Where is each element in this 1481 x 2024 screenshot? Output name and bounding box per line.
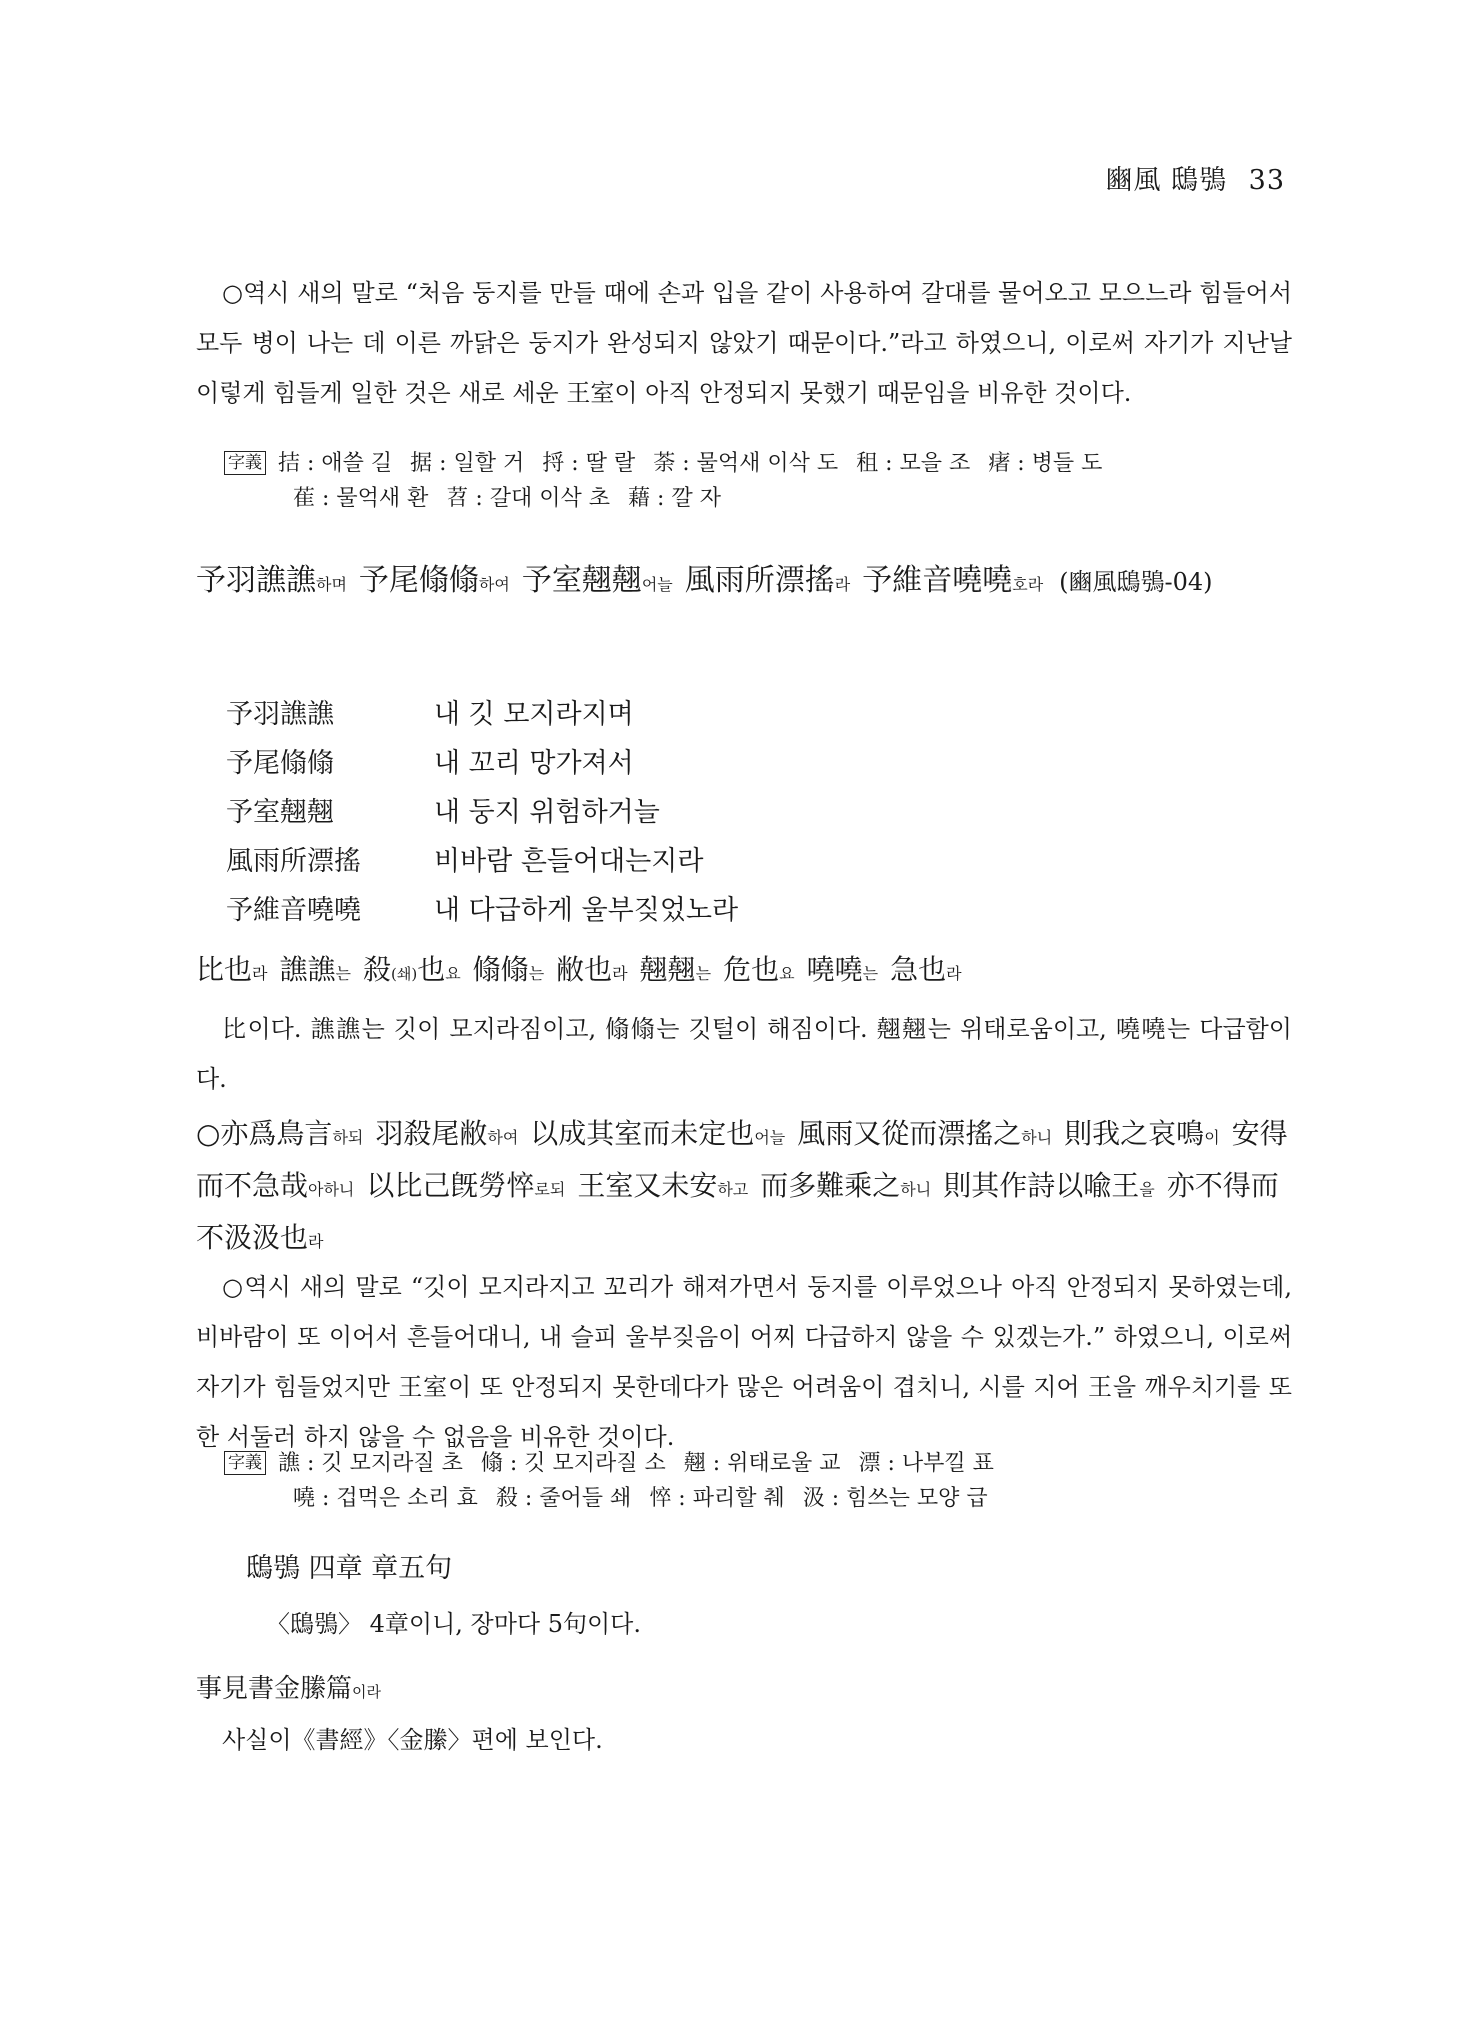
verse-segment: 予室翹翹 [521,563,642,598]
annotation-text: 翹翹 [639,953,696,986]
glossary-line-1 [224,1446,1294,1481]
annotation-text: 殺 [362,953,391,986]
glossary-entry: 嘵 : 겁먹은 소리 효 [293,1486,478,1511]
annotation-suffix: 하고 [717,1180,749,1199]
glossary-entry: 翛 : 깃 모지라질 소 [480,1451,666,1476]
translation-korean: 내 깃 모지라지며 [434,699,634,730]
annotation-suffix: 하여 [487,1128,519,1147]
annotation-suffix: 는 [862,964,879,983]
verse-segment: 予羽譙譙 [196,563,316,598]
glossary-tag: 字義 [224,1451,266,1475]
annotation-text: 嘵嘵 [806,953,863,986]
annotation-suffix: 하니 [1021,1128,1053,1147]
chapter-summary: 鴟鴞 四章 章五句 [246,1553,453,1584]
annotation-text: 亦不得而不汲汲也 [196,1169,1279,1254]
glossary-entry: 萑 : 물억새 환 [293,486,429,511]
translation-table [226,690,738,935]
translation-original: 予羽譙譙 [226,699,334,730]
annotation-suffix: 요 [445,964,461,983]
glossary-entry: 瘏 : 병들 도 [988,451,1103,476]
verse-suffix: 하며 [316,575,347,594]
annotation-text: 安得而不急哉 [196,1117,1288,1202]
annotation-2-translation: ○역시 새의 말로 “깃이 모지라지고 꼬리가 해져가면서 둥지를 이루었으나 아직 안정되지 못하였는데, 비바람이 또 이어서 흔들어대니, 내 슬피 울부짖음이 어찌 다급하지 않을 수 있겠는가.” 하였으니, 이로써 자기가 힘들었지만 王室이 또 안정되지 못한데다가 많은 어려움이 겹치니, 시를 지어 王을 깨우치기를 또한 서둘러 하지 않을 수 없음을 비유한 것이다. [196,1273,1292,1451]
glossary-line-1 [224,446,1294,481]
glossary-block-1 [224,446,1294,516]
translation-row [226,886,738,935]
glossary-entry: 苕 : 갈대 이삭 초 [446,486,611,511]
glossary-entry: 汲 : 힘쓰는 모양 급 [802,1486,988,1511]
annotation-2-original [196,1110,1292,1266]
glossary-entry: 悴 : 파리할 췌 [649,1486,785,1511]
glossary-entry: 荼 : 물억새 이삭 도 [653,451,839,476]
glossary-tag: 字義 [224,451,266,475]
chapter-summary-translation: 〈鴟鴞〉 4章이니, 장마다 5句이다. [266,1610,641,1638]
annotation-suffix: 라 [308,1232,324,1251]
annotation-text: 急也 [890,953,947,986]
annotation-text: 敝也 [556,953,613,986]
verse-segment: 予維音嘵嘵 [862,563,1013,598]
annotation-1-original [196,946,1292,998]
verse-suffix: 하여 [478,575,510,594]
annotation-suffix: 라 [252,964,268,983]
translation-original: 予室翹翹 [226,797,334,828]
annotation-suffix: 요 [779,964,795,983]
translation-original: 予維音嘵嘵 [226,895,361,926]
translation-row [226,739,738,788]
annotation-suffix: 는 [528,964,545,983]
annotation-suffix: 하되 [332,1128,364,1147]
annotation-1-translation: 比이다. 譙譙는 깃이 모지라짐이고, 翛翛는 깃털이 해짐이다. 翹翹는 위태로움이고, 嘵嘵는 다급함이다. [196,1015,1292,1093]
translation-row [226,690,738,739]
annotation-reading: (쇄) [390,965,418,983]
annotation-text: 翛翛 [472,953,529,986]
translation-korean: 비바람 흔들어대는지라 [434,846,704,877]
glossary-line-2 [224,481,1294,516]
annotation-text: 譙譙 [279,953,336,986]
annotation-suffix: 을 [1139,1180,1155,1199]
annotation-suffix: 는 [335,964,351,983]
glossary-entry: 藉 : 깔 자 [628,486,721,511]
glossary-entry: 捋 : 딸 랄 [542,451,636,476]
annotation-text: 而多難乘之 [760,1169,901,1202]
annotation-text: ○亦爲鳥言 [196,1117,333,1150]
source-note [196,1668,381,1705]
annotation-suffix: 어늘 [754,1128,786,1147]
glossary-entry: 翹 : 위태로울 교 [683,1451,841,1476]
annotation-text: 風雨又從而漂搖之 [797,1117,1022,1150]
commentary-paragraph-1: ○역시 새의 말로 “처음 둥지를 만들 때에 손과 입을 같이 사용하여 갈대를 물어오고 모으느라 힘들어서 모두 병이 나는 데 이른 까닭은 둥지가 완성되지 않았기 때문이다.”라고 하였으니, 이로써 자기가 지난날 이렇게 힘들게 일한 것은 새로 세운 王室이 아직 안정되지 못했기 때문임을 비유한 것이다. [196,279,1292,407]
translation-original: 風雨所漂搖 [226,846,361,877]
verse-suffix: 호라 [1012,575,1044,594]
annotation-suffix: 로되 [534,1180,566,1199]
glossary-entry: 譙 : 깃 모지라질 초 [278,1451,463,1476]
translation-korean: 내 꼬리 망가져서 [434,748,634,779]
verse-segment: 予尾翛翛 [358,563,479,598]
source-text: 事見書金縢篇 [196,1674,353,1704]
annotation-text: 則我之哀鳴 [1064,1117,1205,1150]
annotation-suffix: 라 [612,964,628,983]
source-suffix: 이라 [352,1683,381,1701]
verse-suffix: 어늘 [641,575,673,594]
annotation-text: 以比己旣勞悴 [366,1169,535,1202]
glossary-line-2 [224,1481,1294,1516]
verse-original [196,556,1292,610]
annotation-text: 王室又未安 [577,1169,718,1202]
annotation-suffix: 이 [1204,1128,1220,1147]
translation-korean: 내 둥지 위험하거늘 [434,797,660,828]
annotation-text: 危也 [723,953,780,986]
glossary-entry: 殺 : 줄어들 쇄 [495,1486,632,1511]
annotation-suffix: 아하니 [308,1180,355,1199]
glossary-entry: 拮 : 애쓸 길 [278,451,393,476]
annotation-suffix: 하니 [900,1180,932,1199]
page-header [1105,158,1285,197]
translation-row [226,837,738,886]
translation-original: 予尾翛翛 [226,748,334,779]
verse-suffix: 라 [834,575,851,594]
annotation-text: 羽殺尾敝 [375,1117,488,1150]
glossary-block-2 [224,1446,1294,1516]
glossary-entry: 漂 : 나부낄 표 [858,1451,994,1476]
glossary-entry: 租 : 모을 조 [856,451,971,476]
annotation-text: 比也 [196,953,253,986]
verse-segment: 風雨所漂搖 [684,563,835,598]
translation-korean: 내 다급하게 울부짖었노라 [434,895,739,926]
annotation-suffix: 라 [946,964,962,983]
annotation-text: 則其作詩以喩王 [943,1169,1140,1202]
annotation-suffix: 는 [695,964,712,983]
verse-reference: (豳風鴟鴞-04) [1059,568,1213,596]
annotation-text: 以成其室而未定也 [530,1117,755,1150]
source-note-translation: 사실이《書經》〈金縢〉편에 보인다. [222,1726,603,1754]
page-number: 33 [1248,165,1285,196]
translation-row [226,788,738,837]
glossary-entry: 据 : 일할 거 [410,451,525,476]
annotation-text: 也 [417,953,446,986]
running-title: 豳風 鴟鴞 [1105,165,1228,196]
